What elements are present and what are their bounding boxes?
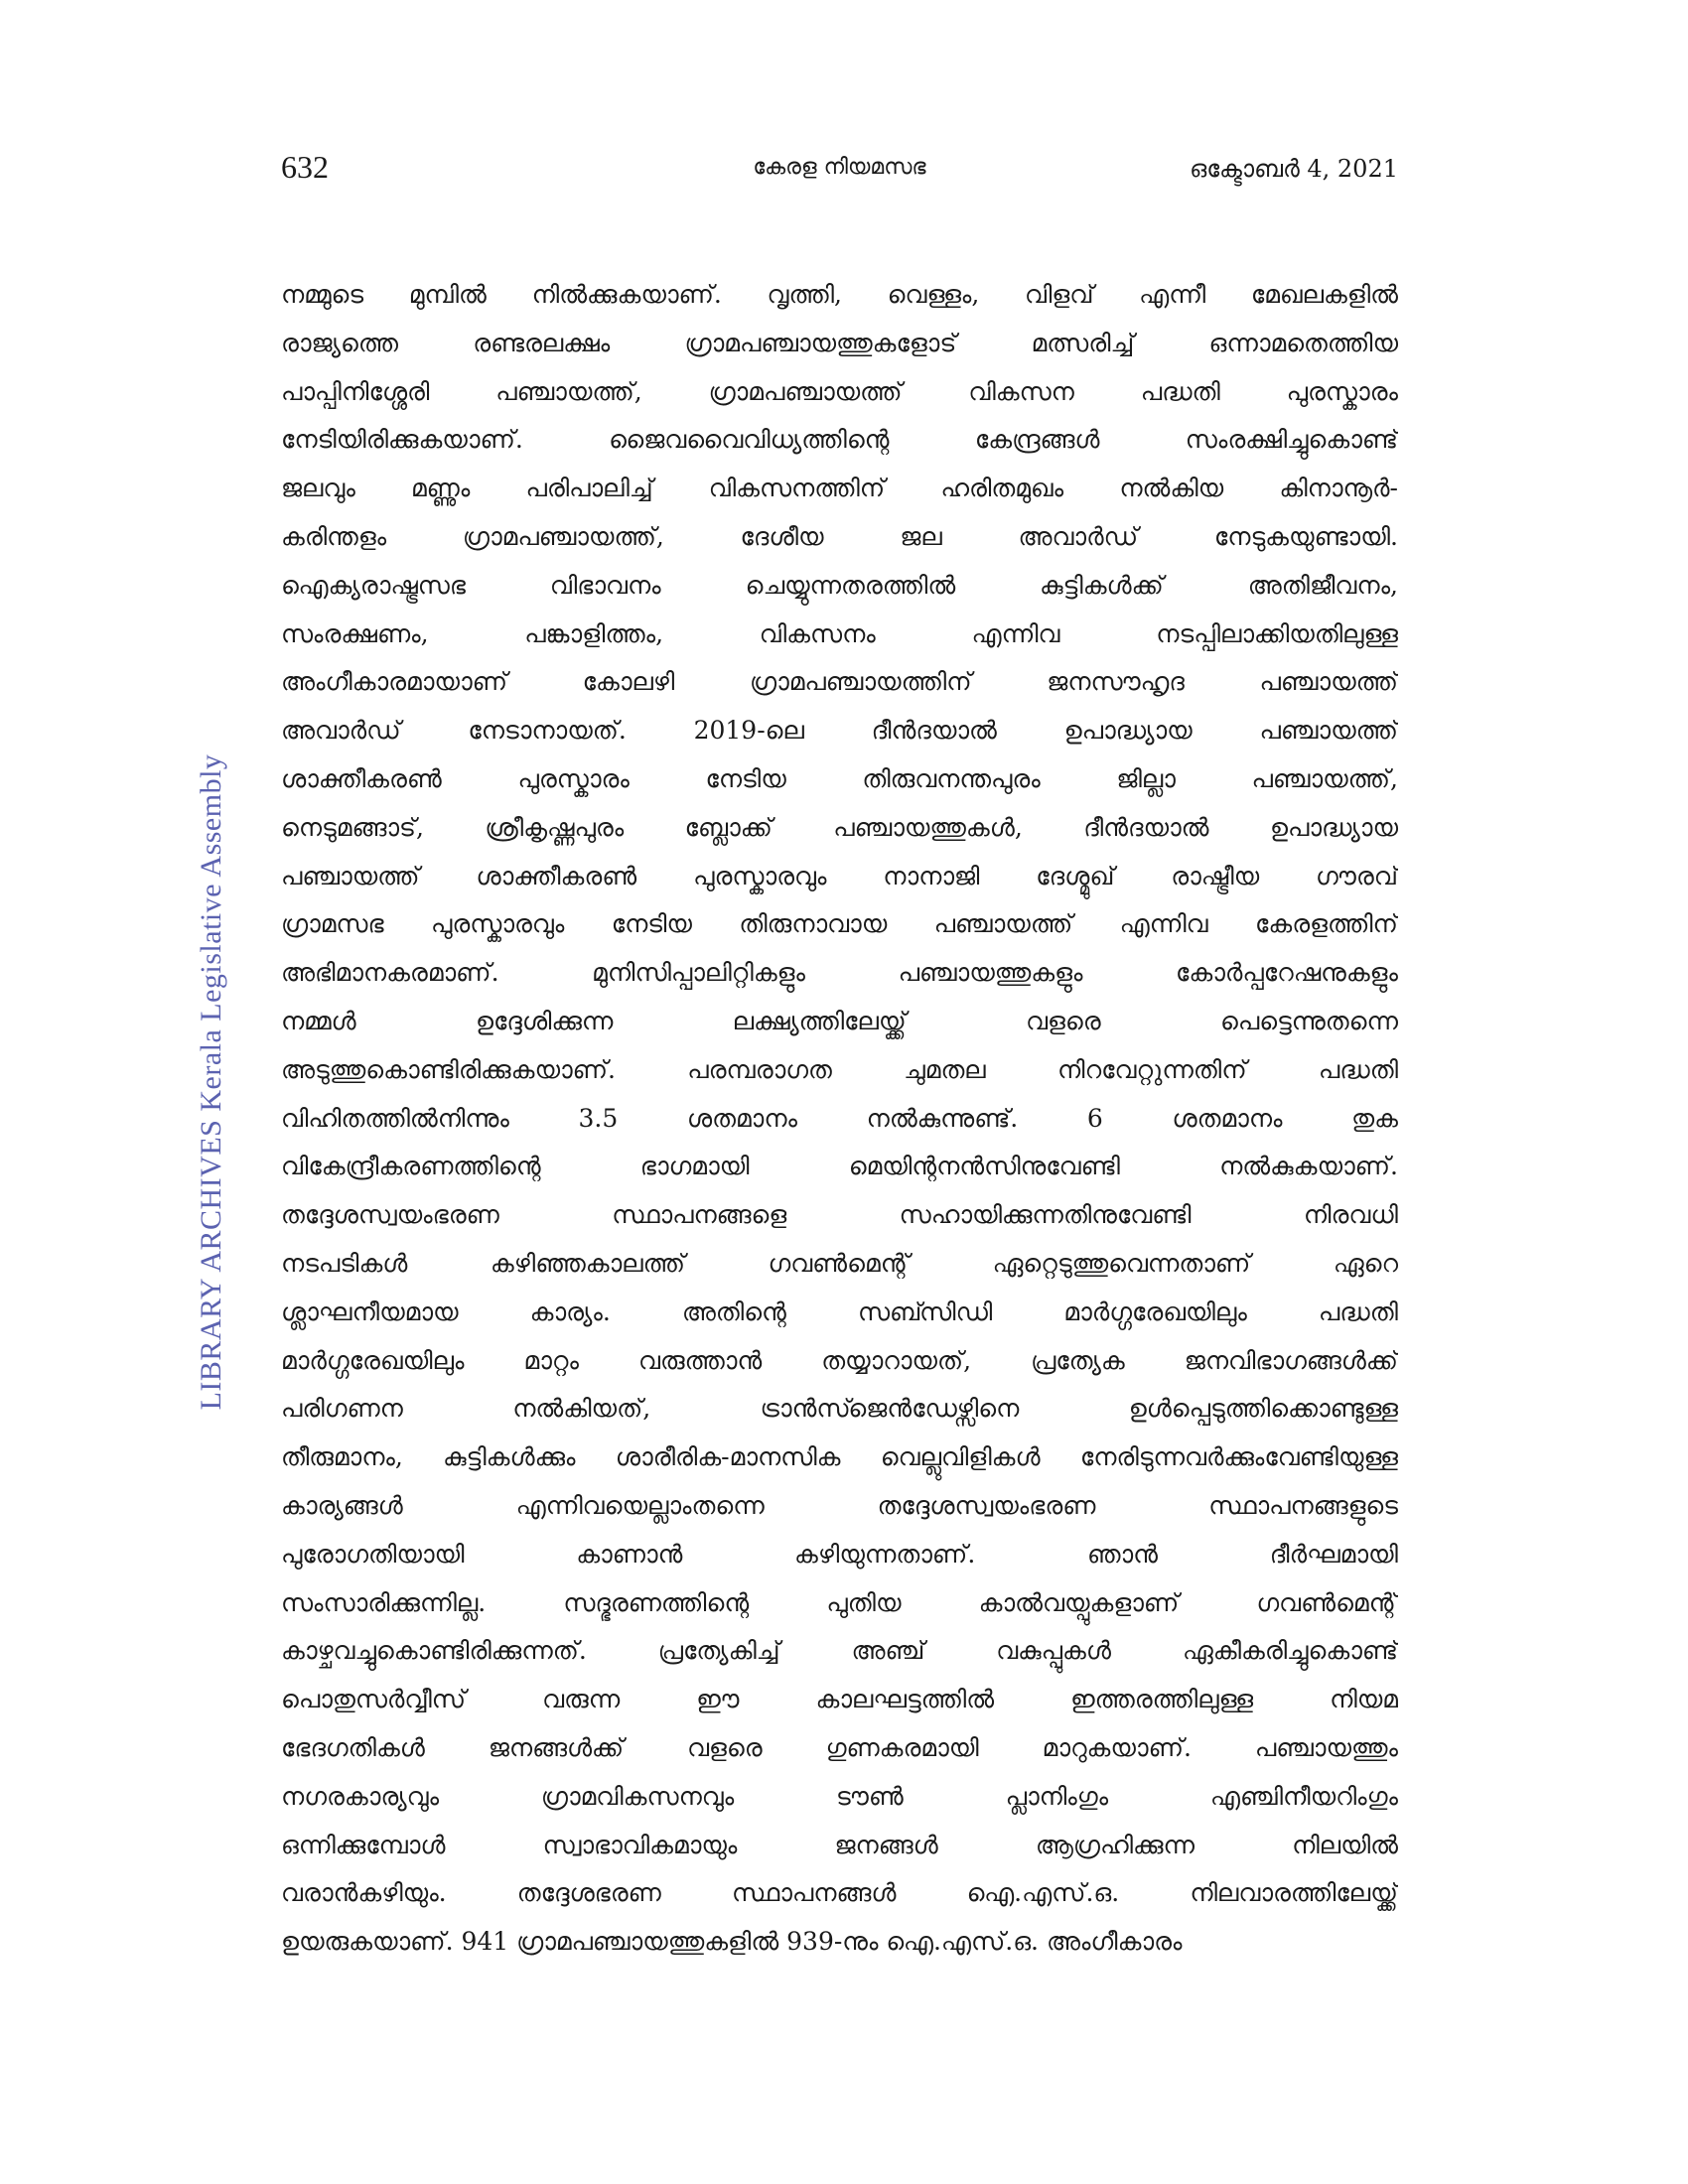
text-line: ഒന്നിക്കുമ്പോൾ സ്വാഭാവികമായും ജനങ്ങൾ ആഗ്രഹിക്കുന്ന നിലയിൽ bbox=[281, 1830, 1398, 1859]
text-line: തീരുമാനം, കുട്ടികൾക്കും ശാരീരിക-മാനസിക വെല്ലുവിളികൾ നേരിടുന്നവർക്കുംവേണ്ടിയുള്ള bbox=[281, 1442, 1398, 1472]
text-line: ഉയരുകയാണ്. 941 ഗ്രാമപഞ്ചായത്തുകളിൽ 939-നും ഐ.എസ്.ഒ. അംഗീകാരം bbox=[281, 1927, 1183, 1957]
text-line: ജലവും മണ്ണും പരിപാലിച്ച് വികസനത്തിന് ഹരിതമുഖം നൽകിയ കിനാനൂർ- bbox=[281, 474, 1398, 503]
body-paragraph bbox=[281, 271, 1398, 1967]
text-line: കാഴ്ചവച്ചുകൊണ്ടിരിക്കുന്നത്. പ്രത്യേകിച്ച് അഞ്ച് വകുപ്പുകൾ ഏകീകരിച്ചുകൊണ്ട് bbox=[281, 1636, 1398, 1666]
text-line: അഭിമാനകരമാണ്. മുനിസിപ്പാലിറ്റികളും പഞ്ചായത്തുകളും കോർപ്പറേഷനുകളും bbox=[281, 958, 1398, 988]
text-line: ഐക്യരാഷ്ട്രസഭ വിഭാവനം ചെയ്യുന്നതരത്തിൽ കുട്ടികൾക്ക് അതിജീവനം, bbox=[281, 570, 1398, 600]
text-line: സംരക്ഷണം, പങ്കാളിത്തം, വികസനം എന്നിവ നടപ്പിലാക്കിയതിലുള്ള bbox=[281, 618, 1398, 648]
text-line: പഞ്ചായത്ത് ശാക്തീകരൺ പുരസ്കാരവും നാനാജി ദേശ്മുഖ് രാഷ്ട്രീയ ഗൗരവ് bbox=[281, 861, 1398, 890]
text-line: കാര്യങ്ങൾ എന്നിവയെല്ലാംതന്നെ തദ്ദേശസ്വയംഭരണ സ്ഥാപനങ്ങളുടെ bbox=[281, 1490, 1398, 1520]
running-title: കേരള നിയമസഭ bbox=[753, 155, 926, 180]
text-line: നമ്മുടെ മുമ്പിൽ നിൽക്കുകയാണ്. വൃത്തി, വെള്ളം, വിളവ് എന്നീ മേഖലകളിൽ bbox=[281, 280, 1398, 309]
text-line: നെടുമങ്ങാട്, ശ്രീകൃഷ്ണപുരം ബ്ലോക്ക് പഞ്ചായത്തുകൾ, ദീൻദയാൽ ഉപാദ്ധ്യായ bbox=[281, 812, 1398, 842]
text-line: നമ്മൾ ഉദ്ദേശിക്കുന്ന ലക്ഷ്യത്തിലേയ്ക്ക് വളരെ പെട്ടെന്നുതന്നെ bbox=[281, 1006, 1398, 1035]
text-line: നഗരകാര്യവും ഗ്രാമവികസനവും ടൗൺ പ്ലാനിംഗും എഞ്ചിനീയറിംഗും bbox=[281, 1781, 1398, 1811]
page-number: 632 bbox=[281, 149, 329, 185]
text-line: രാജ്യത്തെ രണ്ടരലക്ഷം ഗ്രാമപഞ്ചായത്തുകളോട് മത്സരിച്ച് ഒന്നാമതെത്തിയ bbox=[281, 328, 1398, 357]
text-line: കരിന്തളം ഗ്രാമപഞ്ചായത്ത്, ദേശീയ ജല അവാർഡ് നേടുകയുണ്ടായി. bbox=[281, 521, 1398, 551]
text-line: മാർഗ്ഗരേഖയിലും മാറ്റം വരുത്താൻ തയ്യാറായത്, പ്രത്യേക ജനവിഭാഗങ്ങൾക്ക് bbox=[281, 1345, 1398, 1375]
page-header bbox=[281, 149, 1398, 199]
text-line: ശ്ലാഘനീയമായ കാര്യം. അതിന്റെ സബ്സിഡി മാർഗ്ഗരേഖയിലും പദ്ധതി bbox=[281, 1297, 1398, 1326]
text-line: നടപടികൾ കഴിഞ്ഞകാലത്ത് ഗവൺമെന്റ് ഏറ്റെടുത്തുവെന്നതാണ് ഏറെ bbox=[281, 1248, 1398, 1278]
text-line: നേടിയിരിക്കുകയാണ്. ജൈവവൈവിധ്യത്തിന്റെ കേന്ദ്രങ്ങൾ സംരക്ഷിച്ചുകൊണ്ട് bbox=[281, 425, 1398, 455]
text-line: ഗ്രാമസഭ പുരസ്കാരവും നേടിയ തിരുനാവായ പഞ്ചായത്ത് എന്നിവ കേരളത്തിന് bbox=[281, 909, 1398, 939]
text-line: സംസാരിക്കുന്നില്ല. സദ്ഭരണത്തിന്റെ പുതിയ കാൽവയ്പുകളാണ് ഗവൺമെന്റ് bbox=[281, 1587, 1398, 1617]
text-line: പരിഗണന നൽകിയത്, ട്രാൻസ്ജെൻഡേഴ്സിനെ ഉൾപ്പെടുത്തിക്കൊണ്ടുള്ള bbox=[281, 1394, 1398, 1424]
text-line: പാപ്പിനിശ്ശേരി പഞ്ചായത്ത്, ഗ്രാമപഞ്ചായത്ത് വികസന പദ്ധതി പുരസ്കാരം bbox=[281, 376, 1398, 406]
text-line: വരാൻകഴിയും. തദ്ദേശഭരണ സ്ഥാപനങ്ങൾ ഐ.എസ്.ഒ. നിലവാരത്തിലേയ്ക്ക് bbox=[281, 1878, 1398, 1908]
text-line: അടുത്തുകൊണ്ടിരിക്കുകയാണ്. പരമ്പരാഗത ചുമതല നിറവേറ്റുന്നതിന് പദ്ധതി bbox=[281, 1054, 1398, 1084]
text-line: അവാർഡ് നേടാനായത്. 2019-ലെ ദീൻദയാൽ ഉപാദ്ധ്യായ പഞ്ചായത്ത് bbox=[281, 716, 1398, 746]
text-line: അംഗീകാരമായാണ് കോലഴി ഗ്രാമപഞ്ചായത്തിന് ജനസൗഹൃദ പഞ്ചായത്ത് bbox=[281, 667, 1398, 697]
archive-watermark: LIBRARY ARCHIVES Kerala Legislative Assembly bbox=[195, 753, 227, 1411]
text-line: പൊതുസർവ്വീസ് വരുന്ന ഈ കാലഘട്ടത്തിൽ ഇത്തരത്തിലുള്ള നിയമ bbox=[281, 1685, 1398, 1714]
header-date: ഒക്ടോബർ 4, 2021 bbox=[1190, 155, 1398, 183]
text-line: ശാക്തീകരൺ പുരസ്കാരം നേടിയ തിരുവനന്തപുരം ജില്ലാ പഞ്ചായത്ത്, bbox=[281, 763, 1398, 793]
text-line: വിഹിതത്തിൽനിന്നും 3.5 ശതമാനം നൽകുന്നുണ്ട്. 6 ശതമാനം തുക bbox=[281, 1103, 1398, 1133]
text-line: വികേന്ദ്രീകരണത്തിന്റെ ഭാഗമായി മെയിന്റനൻസിനുവേണ്ടി നൽകുകയാണ്. bbox=[281, 1152, 1398, 1181]
text-line: തദ്ദേശസ്വയംഭരണ സ്ഥാപനങ്ങളെ സഹായിക്കുന്നതിനുവേണ്ടി നിരവധി bbox=[281, 1200, 1398, 1230]
text-line: ഭേദഗതികൾ ജനങ്ങൾക്ക് വളരെ ഗുണകരമായി മാറുകയാണ്. പഞ്ചായത്തും bbox=[281, 1732, 1398, 1762]
text-line: പുരോഗതിയായി കാണാൻ കഴിയുന്നതാണ്. ഞാൻ ദീർഘമായി bbox=[281, 1539, 1398, 1569]
